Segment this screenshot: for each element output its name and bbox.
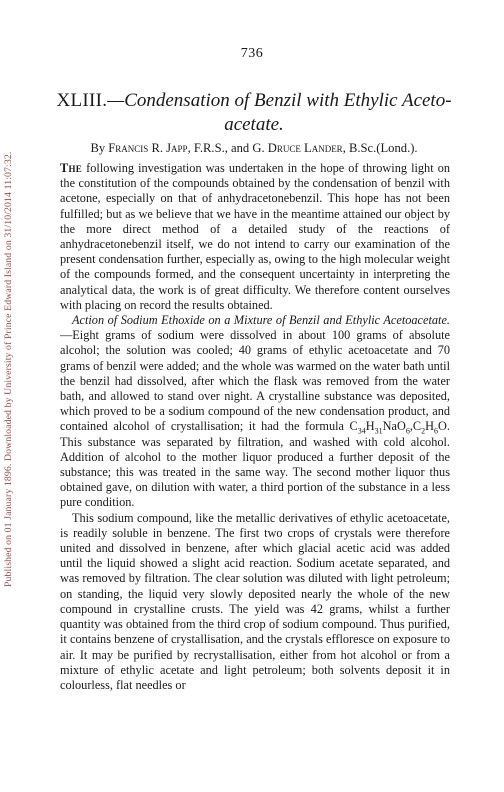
intro-lead-word: The xyxy=(60,161,83,175)
page-number: 736 xyxy=(240,46,264,61)
action-paragraph xyxy=(60,313,450,511)
author-1-name: Francis R. Japp xyxy=(108,141,188,155)
chemical-formula: $C_{34}H_{31}NaO_6,C_2H_6O$ xyxy=(349,419,447,436)
article-number: XLIII. xyxy=(56,90,108,111)
article-body xyxy=(60,161,450,693)
article-title xyxy=(56,89,452,137)
author-2-name: G. Druce Lander xyxy=(252,141,343,155)
sodium-compound-paragraph: This sodium compound, like the metallic derivatives of ethylic acetoacetate, is readily soluble in benzene. The first two crops of crystals were therefore united and dissolved in benzene, after which glacial acetic acid was added until the liquid showed a slight acid reaction. Sodium acetate separated, and was removed by filtration. The clear solution was diluted with light petroleum; on standing, the liquid very slowly deposited nearly the whole of the new compound in crystalline crusts. The yield was 42 grams, whilst a further quantity was obtained from the third crop of sodium compound. Thus purified, it contains benzene of crystallisation, and the crystals effloresce on exposure to air. It may be purified by recrystallisation, either from hot alcohol or from a mixture of ethylic acetate and light petroleum; both solvents deposit it in colourless, flat needles or xyxy=(60,510,450,692)
section-heading: Action of Sodium Ethoxide on a Mixture of Benzil and Ethylic Acetoacetate. xyxy=(72,313,450,328)
action-text-2: . This substance was separated by filtration, and washed with cold alcohol. Addition of alcohol to the mother liquor produced a further deposit of the substance; this was treated in the same way. The second mother liquor thus obtained gave, on dilution with water, a third portion of the substance in a less pure condition. xyxy=(60,419,450,510)
download-watermark xyxy=(2,30,16,590)
action-text-1: —Eight grams of sodium were dissolved in about 100 grams of absolute alcohol; the solution was cooled; 40 grams of ethylic acetoacetate and 70 grams of benzil were added; and the whole was warmed on the water bath until the benzil had dissolved, after which the flask was removed from the water bath, and allowed to stand over night. A crystalline substance was deposited, which proved to be a sodium compound of the new condensation product, and contained alcohol of crystallisation; it had the formula xyxy=(60,328,450,434)
author-line xyxy=(56,140,452,156)
intro-paragraph xyxy=(60,161,450,313)
download-watermark-text: Published on 01 January 1896. Downloaded by University of Prince Edward Island on 31/10/2014 11:07:32. xyxy=(3,151,14,587)
author-1-suffix: , F.R.S., and xyxy=(187,141,250,155)
article-title-text: —Condensation of Benzil with Ethylic Aceto-acetate. xyxy=(107,90,452,135)
author-by: By xyxy=(90,141,106,155)
intro-text: following investigation was undertaken in the hope of throwing light on the constitution of the compounds obtained by the condensation of benzil with acetone, especially on that of anhydracetonebenzil. This hope has not been fulfilled; but as we believe that we have in the meantime attained our object by the more direct method of a detailed study of the reactions of anhydracetonebenzil itself, we do not intend to carry our examination of the present condensation further, especially as, owing to the high molecular weight of the compounds formed, and the consequent uncertainty in interpreting the analytical data, the work is of great difficulty. We therefore content ourselves with placing on record the results obtained. xyxy=(60,161,450,312)
author-2-suffix: , B.Sc.(Lond.). xyxy=(342,141,418,155)
